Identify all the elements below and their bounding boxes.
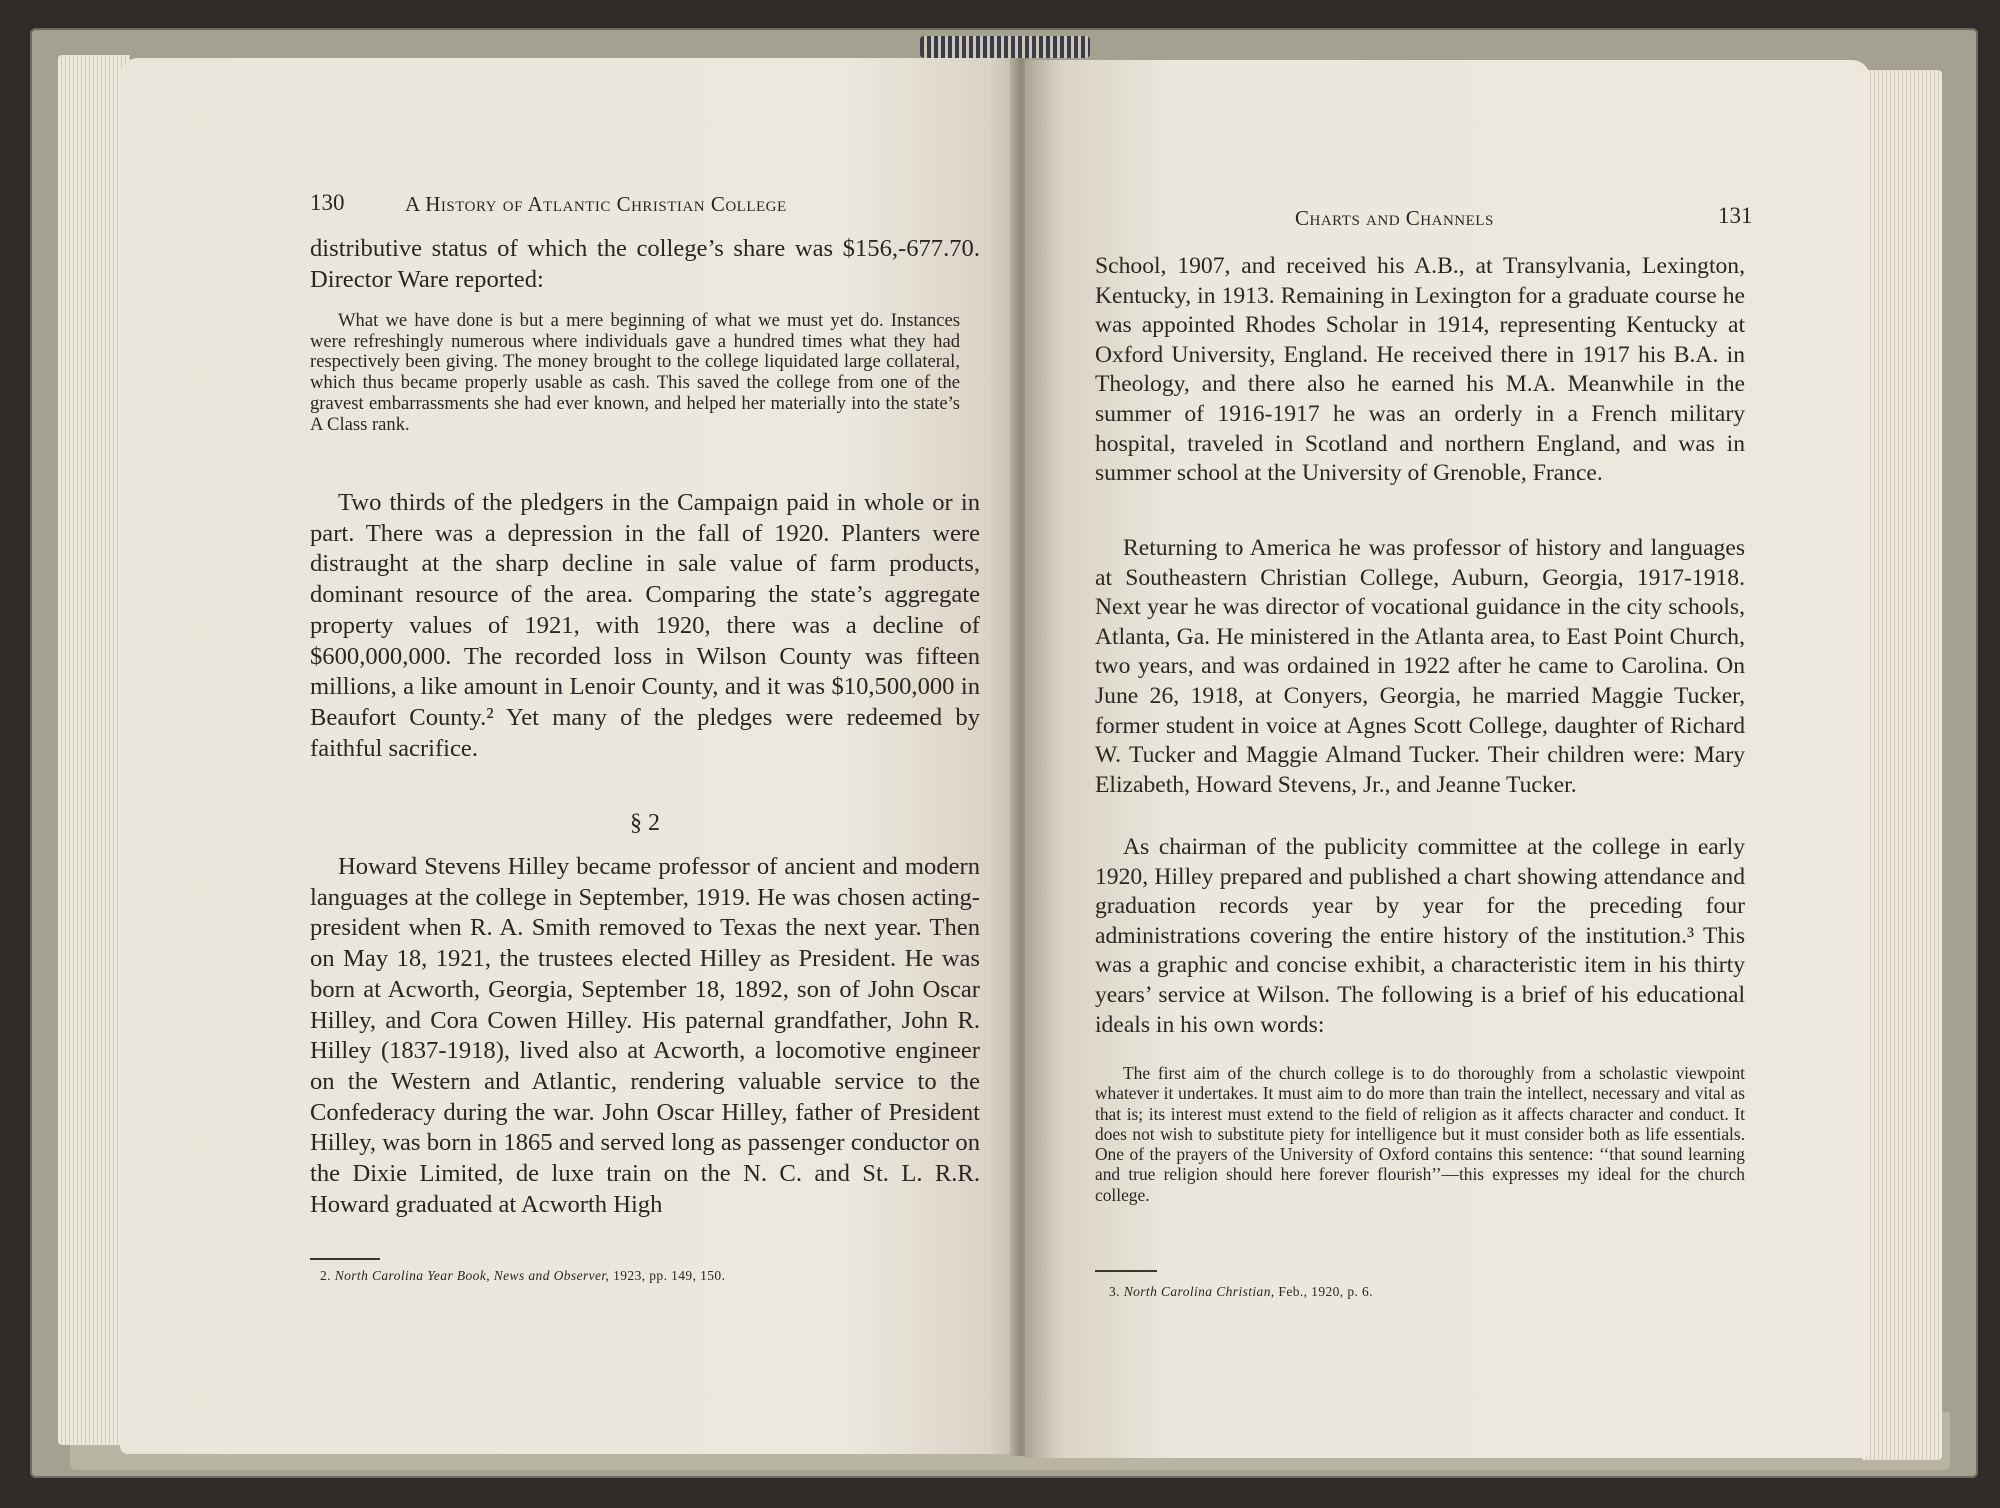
left-paragraph-1: distributive status of which the college’s share was $156,-677.70. Director Ware reported: [310, 235, 980, 293]
left-paragraph-3: Howard Stevens Hilley became professor of ancient and modern languages at the college in September, 1919. He was chosen acting-president when R. A. Smith removed to Texas the next year. Then on May 18, 1921, the trustees elected Hilley as President. He was born at Acworth, Georgia, September 18, 1892, son of John Oscar Hilley, and Cora Cowen Hilley. His paternal grandfather, John R. Hilley (1837-1918), lived also at Acworth, a locomotive engineer on the Western and Atlantic, rendering valuable service to the Confederacy during the war. John Oscar Hilley, father of President Hilley, was born in 1865 and served long as passenger conductor on the Dixie Limited, de luxe train on the N. C. and St. L. R.R. Howard graduated at Acworth High [310, 853, 980, 1218]
right-paragraph-1: School, 1907, and received his A.B., at Transylvania, Lexington, Kentucky, in 1913. Remaining in Lexington for a graduate course he was appointed Rhodes Scholar in 1914, representing Kentucky at Oxford University, England. He received there in 1917 his B.A. in Theology, and there also he earned his M.A. Meanwhile in the summer of 1916-1917 he was an orderly in a French military hospital, traveled in Scotland and northern England, and was in summer school at the University of Grenoble, France. [1095, 253, 1745, 487]
right-paragraph-3: As chairman of the publicity committee at the college in early 1920, Hilley prepared and published a chart showing attendance and graduation records year by year for the preceding four administrations covering the entire history of the institution.³ This was a graphic and concise exhibit, a characteristic item in his thirty years’ service at Wilson. The following is a brief of his educational ideals in his own words: [1095, 834, 1745, 1038]
left-paragraph-2: Two thirds of the pledgers in the Campaign paid in whole or in part. There was a depression in the fall of 1920. Planters were distraught at the sharp decline in sale value of farm products, dominant resource of the area. Comparing the state’s aggregate property values of 1921, with 1920, there was a decline of $600,000,000. The recorded loss in Wilson County was fifteen millions, a like amount in Lenoir County, and it was $10,500,000 in Beaufort County.² Yet many of the pledges were redeemed by faithful sacrifice. [310, 489, 980, 762]
right-page [1025, 60, 1870, 1458]
left-page [120, 58, 1025, 1454]
left-block-quote: What we have done is but a mere beginning of what we must yet do. Instances were refreshingly numerous where individuals gave a hundred times what they had respectively been giving. The money brought to the college liquidated large collateral, which thus became properly usable as cash. This saved the college from one of the gravest embarrassments she had ever known, and helped her materially into the state’s A Class rank. [310, 310, 960, 435]
right-page-number: 131 [1718, 203, 1753, 228]
section-mark: § 2 [630, 810, 660, 836]
right-page-edges [1862, 70, 1942, 1460]
book-headband [920, 36, 1090, 58]
right-footnote: 3. North Carolina Christian, Feb., 1920, p. 6. [1109, 1284, 1373, 1299]
right-running-head: Charts and Channels [1295, 206, 1494, 230]
right-footnote-rule [1095, 1270, 1157, 1272]
left-footnote: 2. North Carolina Year Book, News and Observer, 1923, pp. 149, 150. [320, 1268, 726, 1283]
right-paragraph-2: Returning to America he was professor of history and languages at Southeastern Christian College, Auburn, Georgia, 1917-1918. Next year he was director of vocational guidance in the city schools, Atlanta, Ga. He ministered in the Atlanta area, to East Point Church, two years, and was ordained in 1922 after he came to Carolina. On June 26, 1918, at Conyers, Georgia, he married Maggie Tucker, former student in voice at Agnes Scott College, daughter of Richard W. Tucker and Maggie Almand Tucker. Their children were: Mary Elizabeth, Howard Stevens, Jr., and Jeanne Tucker. [1095, 535, 1745, 798]
left-footnote-rule [310, 1258, 380, 1260]
right-block-quote: The first aim of the church college is to do thoroughly from a scholastic viewpoint whatever it undertakes. It must aim to do more than train the intellect, necessary and vital as that is; its interest must extend to the field of religion as it affects character and conduct. It does not wish to substitute piety for intelligence but it must consider both as life essentials. One of the prayers of the University of Oxford contains this sentence: ‘‘that sound learning and true religion should here forever flourish’’—this expresses my ideal for the church college. [1095, 1063, 1745, 1205]
left-running-head: A History of Atlantic Christian College [405, 192, 787, 216]
left-page-number: 130 [310, 190, 345, 215]
